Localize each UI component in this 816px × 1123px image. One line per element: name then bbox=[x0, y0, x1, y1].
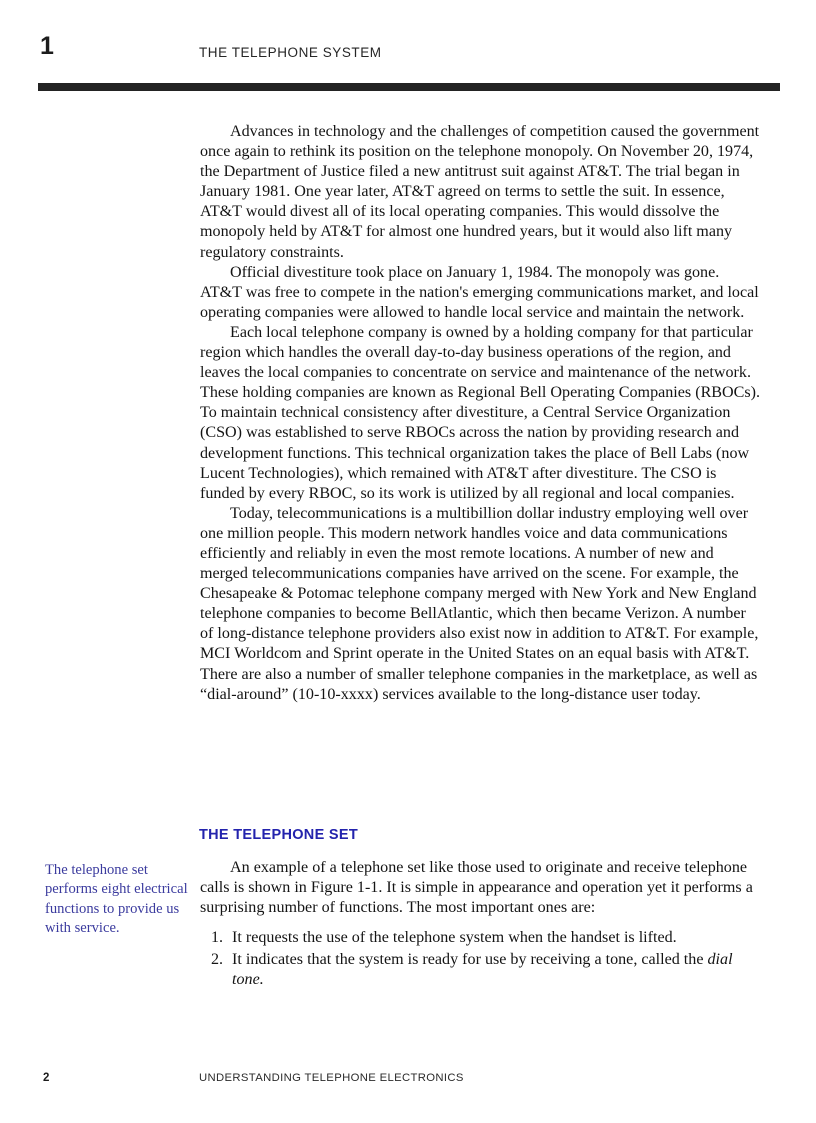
paragraph: Each local telephone company is owned by a holding company for that particular region which handles the overall day-to-day business operations of the region, and leaves the local companies to concentrate on service and maintenance of the network. These holding companies are known as Regional Bell Operating Companies (RBOCs). To maintain technical consistency after divestiture, a Central Service Organization (CSO) was established to serve RBOCs across the nation by providing research and development functions. This technical organization takes the place of Bell Labs (now Lucent Technologies), which remained with AT&T after divestiture. The CSO is funded by every RBOC, so its work is utilized by all regional and local companies. bbox=[200, 323, 761, 502]
list-item-marker: 2. bbox=[211, 951, 224, 969]
footer-page-number: 2 bbox=[43, 1072, 50, 1084]
footer-book-title: UNDERSTANDING TELEPHONE ELECTRONICS bbox=[199, 1072, 464, 1084]
section-heading-telephone-set: THE TELEPHONE SET bbox=[199, 827, 358, 843]
list-item-text: It indicates that the system is ready for use by receiving a tone, called the dial tone. bbox=[232, 951, 733, 989]
paragraph: Advances in technology and the challenges of competition caused the government once again to rethink its position on the telephone monopoly. On November 20, 1974, the Department of Justice filed a new antitrust suit against AT&T. The trial began in January 1981. One year later, AT&T agreed on terms to settle the suit. In essence, AT&T would divest all of its local operating companies. This would dissolve the monopoly held by AT&T for almost one hundred years, but it would also lift many regulatory constraints. bbox=[200, 123, 760, 261]
margin-note: The telephone set performs eight electrical functions to provide us with service. bbox=[45, 862, 188, 936]
list-item bbox=[211, 928, 761, 948]
numbered-list bbox=[211, 928, 761, 992]
chapter-number: 1 bbox=[40, 32, 54, 60]
paragraph: Official divestiture took place on January 1, 1984. The monopoly was gone. AT&T was free to compete in the nation's emerging communications market, and local operating companies were allowed to handle local service and maintain the network. bbox=[200, 263, 759, 321]
body-text-column bbox=[200, 122, 761, 705]
list-item-emphasis: dial tone. bbox=[232, 951, 733, 989]
list-item-marker: 1. bbox=[211, 929, 224, 946]
running-header-title: THE TELEPHONE SYSTEM bbox=[199, 45, 382, 60]
paragraph: An example of a telephone set like those used to originate and receive telephone calls is shown in Figure 1-1. It is simple in appearance and operation yet it performs a surprising number of functions. The most important ones are: bbox=[200, 859, 753, 917]
header-rule bbox=[38, 83, 780, 91]
list-item bbox=[211, 950, 761, 990]
section-body-column bbox=[200, 858, 761, 918]
list-item-text: It requests the use of the telephone system when the handset is lifted. bbox=[232, 929, 677, 946]
paragraph: Today, telecommunications is a multibillion dollar industry employing well over one million people. This modern network handles voice and data communications efficiently and reliably in even the most remote locations. A number of new and merged telecommunications companies have arrived on the scene. For example, the Chesapeake & Potomac telephone company merged with New York and New England telephone companies to become BellAtlantic, which then became Verizon. A number of long-distance telephone providers also exist now in addition to AT&T. For example, MCI Worldcom and Sprint operate in the United States on an equal basis with AT&T. There are also a number of smaller telephone companies in the marketplace, as well as “dial-around” (10-10-xxxx) services available to the long-distance user today. bbox=[200, 504, 759, 703]
